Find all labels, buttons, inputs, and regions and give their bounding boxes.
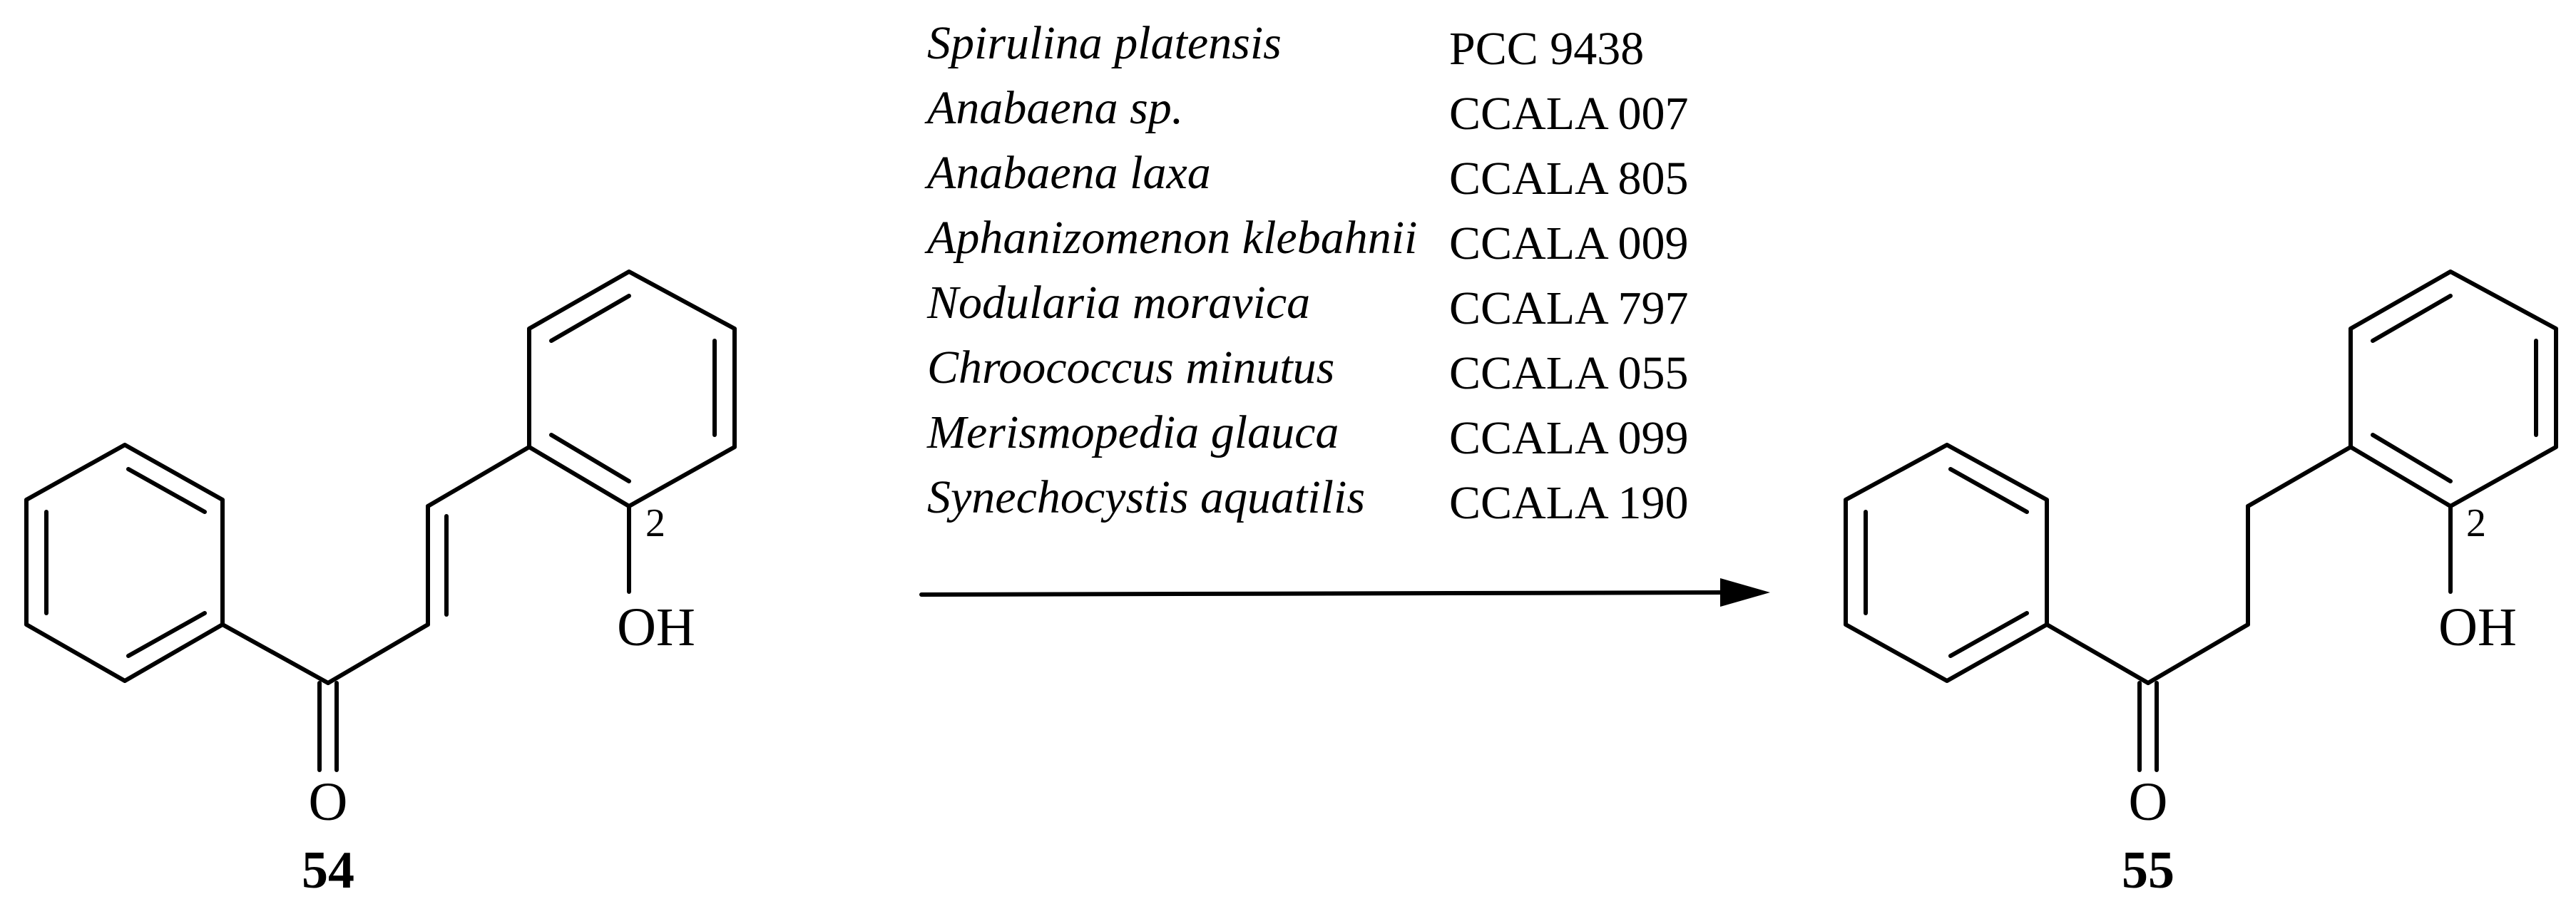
- condition-species: Merismopedia glauca: [927, 406, 1339, 458]
- reactant-locant: 2: [645, 501, 665, 545]
- reactant-compound-number: 54: [302, 841, 354, 900]
- reactant-structure: [26, 272, 735, 900]
- reaction-arrow-head: [1720, 578, 1770, 607]
- reactant-ring-double-bond: [551, 296, 629, 341]
- product-ring-double-bond: [2373, 296, 2450, 341]
- condition-species: Anabaena laxa: [927, 147, 1211, 199]
- condition-strain: CCALA 805: [1449, 153, 1689, 205]
- reaction-conditions: [924, 17, 1689, 529]
- product-ring-double-bond: [2373, 435, 2450, 481]
- condition-species: Nodularia moravica: [927, 277, 1311, 329]
- product-single-bond: [2248, 447, 2351, 506]
- condition-species: Aphanizomenon klebahnii: [927, 212, 1418, 264]
- product-hydroxyl-label: OH: [2438, 597, 2517, 657]
- condition-strain: CCALA 007: [1449, 88, 1689, 140]
- reactant-hydroxyphenyl-ring: [529, 272, 735, 506]
- condition-strain: CCALA 797: [1449, 282, 1689, 334]
- condition-strain: CCALA 009: [1449, 217, 1689, 269]
- reactant-single-bond: [223, 625, 328, 683]
- condition-species: Anabaena sp.: [927, 82, 1184, 134]
- reactant-phenyl-ring: [26, 445, 223, 681]
- reaction-arrow-shaft: [921, 592, 1726, 595]
- product-phenyl-double-bond: [1951, 469, 2027, 512]
- reactant-phenyl-double-bond: [128, 613, 205, 656]
- reactant-oxygen-label: O: [308, 772, 348, 832]
- product-locant: 2: [2466, 501, 2486, 545]
- condition-species: Spirulina platensis: [927, 17, 1282, 69]
- product-oxygen-label: O: [2128, 772, 2168, 832]
- reactant-ring-double-bond: [551, 435, 629, 481]
- condition-strain: CCALA 190: [1449, 477, 1689, 529]
- product-phenyl-ring: [1846, 445, 2047, 681]
- condition-strain: PCC 9438: [1449, 23, 1645, 75]
- reactant-single-bond: [428, 447, 529, 506]
- product-phenyl-double-bond: [1951, 613, 2027, 656]
- condition-species: Synechocystis aquatilis: [927, 471, 1366, 523]
- product-single-bond: [2047, 625, 2148, 683]
- reactant-single-bond: [328, 625, 428, 683]
- product-hydroxyphenyl-ring: [2351, 272, 2556, 506]
- reactant-hydroxyl-label: OH: [617, 597, 695, 657]
- product-structure: [1846, 272, 2556, 900]
- condition-species: Chroococcus minutus: [927, 341, 1335, 394]
- reaction-arrow: [921, 578, 1770, 607]
- product-single-bond: [2148, 625, 2248, 683]
- condition-strain: CCALA 099: [1449, 412, 1689, 464]
- product-compound-number: 55: [2122, 841, 2174, 900]
- reactant-phenyl-double-bond: [128, 469, 205, 512]
- condition-strain: CCALA 055: [1449, 347, 1689, 399]
